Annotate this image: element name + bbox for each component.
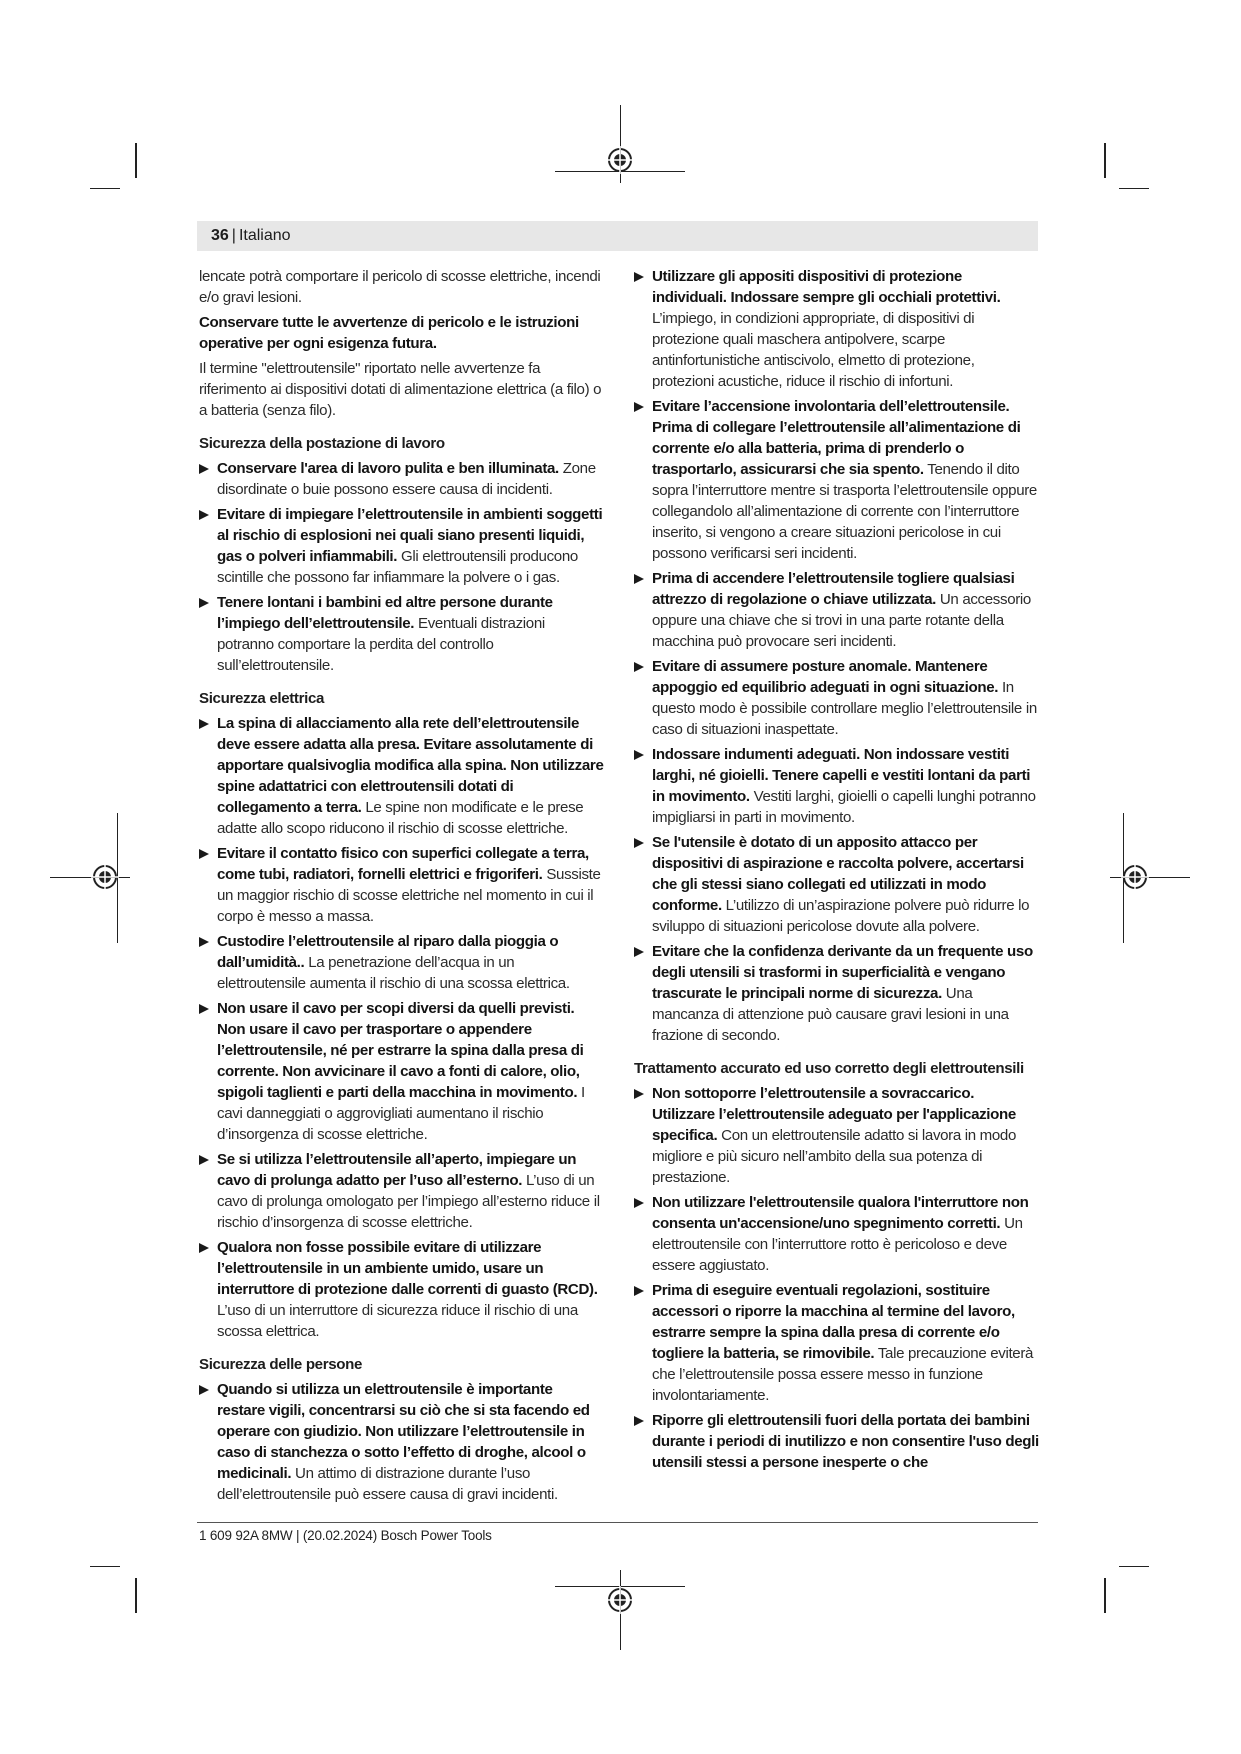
item-text: La penetrazione dell’acqua in un elettroutensile aumenta il rischio di una scossa elettrica. (217, 954, 570, 992)
item-bold: Riporre gli elettroutensili fuori della portata dei bambini durante i periodi di inutilizzo e non consentire l'uso degli utensili stessi a persone inesperte o che (652, 1412, 1039, 1471)
list-item (634, 832, 1039, 937)
crop-mark (135, 1578, 137, 1613)
item-text: Tale precauzione eviterà che l’elettroutensile possa essere messo in funzione involontariamente. (652, 1345, 1034, 1404)
item-bold: Evitare che la confidenza derivante da un frequente uso degli utensili si trasformi in superficialità e vengano trascurate le principali norme di sicurezza. (652, 943, 1033, 1002)
bullet-triangle-icon (199, 719, 209, 729)
item-bold: Evitare di impiegare l’elettroutensile in ambienti soggetti al rischio di esplosioni nei quali siano presenti liquidi, gas o polveri infiammabili. (217, 506, 603, 565)
page-number: 36 (211, 227, 229, 244)
registration-mark-icon (606, 146, 634, 174)
bullet-triangle-icon (634, 1089, 644, 1099)
list-item (199, 713, 604, 839)
section-title-handling: Trattamento accurato ed uso corretto degli elettroutensili (634, 1060, 1024, 1077)
item-text: Le spine non modificate e le prese adatte allo scopo riducono il rischio di scosse elettriche. (217, 799, 584, 837)
registration-mark-icon (606, 1586, 634, 1614)
list-item (634, 1192, 1039, 1276)
right-column (634, 266, 1039, 1477)
list-item (634, 1410, 1039, 1473)
item-text: L’impiego, in condizioni appropriate, di dispositivi di protezione quali maschera antipolvere, scarpe antinfortunistiche antiscivolo, elmetto di protezione, protezioni acustiche, riduce il rischio di infortuni. (652, 310, 975, 390)
footer-divider (197, 1522, 1038, 1523)
item-text: Una mancanza di attenzione può causare gravi lesioni in una frazione di secondo. (652, 985, 1009, 1044)
section-title-persons: Sicurezza delle persone (199, 1356, 363, 1373)
item-text: L’uso di un cavo di prolunga omologato per l’impiego all’esterno riduce il rischio d’insorgenza di scosse elettriche. (217, 1172, 600, 1231)
bullet-triangle-icon (199, 1155, 209, 1165)
section-title-workplace: Sicurezza della postazione di lavoro (199, 435, 445, 452)
keep-warning: Conservare tutte le avvertenze di pericolo e le istruzioni operative per ogni esigenza futura. (199, 314, 579, 352)
bullet-triangle-icon (634, 574, 644, 584)
item-bold: Conservare l'area di lavoro pulita e ben illuminata. (217, 460, 559, 477)
item-text: Sussiste un maggior rischio di scosse elettriche nel momento in cui il corpo è messo a massa. (217, 866, 601, 925)
page-header (197, 221, 1038, 251)
registration-mark-icon (91, 863, 119, 891)
bullet-triangle-icon (199, 510, 209, 520)
item-bold: Evitare il contatto fisico con superfici collegate a terra, come tubi, radiatori, fornelli elettrici e frigoriferi. (217, 845, 589, 883)
header-language: Italiano (238, 227, 291, 244)
bullet-triangle-icon (634, 750, 644, 760)
item-bold: Se si utilizza l’elettroutensile all’aperto, impiegare un cavo di prolunga adatto per l’uso all’esterno. (217, 1151, 577, 1189)
list-item (199, 843, 604, 927)
list-item (199, 458, 604, 500)
bullet-triangle-icon (199, 1243, 209, 1253)
bullet-triangle-icon (634, 1286, 644, 1296)
item-text: Un elettroutensile con l’interruttore rotto è pericoloso e deve essere aggiustato. (652, 1215, 1023, 1274)
bullet-triangle-icon (199, 464, 209, 474)
list-item (199, 592, 604, 676)
item-bold: Prima di accendere l’elettroutensile togliere qualsiasi attrezzo di regolazione o chiave utilizzata. (652, 570, 1015, 608)
item-text: Tenendo il dito sopra l’interruttore mentre si trasporta l’elettroutensile oppure collegandolo all’alimentazione di corrente con l’interruttore inserito, si vengono a creare situazioni pericolose in cui possono verificarsi seri incidenti. (652, 461, 1037, 562)
bullet-triangle-icon (634, 402, 644, 412)
bullet-triangle-icon (199, 1385, 209, 1395)
intro-text: lencate potrà comportare il pericolo di scosse elettriche, incendi e/o gravi lesioni. (199, 268, 601, 306)
item-bold: Quando si utilizza un elettroutensile è importante restare vigili, concentrarsi su ciò che si sta facendo ed operare con giudizio. Non utilizzare l’elettroutensile in caso di stanchezza o sotto l’effetto di droghe, alcool o medicinali. (217, 1381, 590, 1482)
bullet-triangle-icon (634, 1198, 644, 1208)
list-item (634, 941, 1039, 1046)
item-text: Zone disordinate o buie possono essere causa di incidenti. (217, 460, 596, 498)
list-item (634, 568, 1039, 652)
list-item (634, 266, 1039, 392)
registration-mark-icon (1121, 863, 1149, 891)
list-item (199, 504, 604, 588)
list-item (199, 1149, 604, 1233)
crop-mark (1104, 143, 1106, 178)
item-bold: Non usare il cavo per scopi diversi da quelli previsti. Non usare il cavo per trasportare o appendere l’elettroutensile, né per estrarre la spina dalla presa di corrente. Non avvicinare il cavo a fonti di calore, olio, spigoli taglienti e parti della macchina in movimento. (217, 1000, 584, 1101)
item-bold: Evitare l’accensione involontaria dell’elettroutensile. Prima di collegare l’elettroutensile all’alimentazione di corrente e/o alla batteria, prima di prenderlo o trasportarlo, assicurarsi che sia spento. (652, 398, 1021, 478)
bullet-triangle-icon (199, 1004, 209, 1014)
bullet-triangle-icon (199, 849, 209, 859)
item-text: Eventuali distrazioni potranno comportare la perdita del controllo sull’elettroutensile. (217, 615, 545, 674)
list-item (634, 744, 1039, 828)
bullet-triangle-icon (199, 937, 209, 947)
crop-mark (135, 143, 137, 178)
list-item (634, 396, 1039, 564)
list-item (634, 656, 1039, 740)
header-separator: | (231, 227, 236, 244)
list-item (199, 998, 604, 1145)
bullet-triangle-icon (634, 662, 644, 672)
page-footer: 1 609 92A 8MW | (20.02.2024) Bosch Power Tools (199, 1528, 492, 1543)
item-text: L’uso di un interruttore di sicurezza riduce il rischio di una scossa elettrica. (217, 1302, 578, 1340)
crop-mark (90, 1566, 120, 1567)
item-bold: Qualora non fosse possibile evitare di utilizzare l’elettroutensile in un ambiente umido, usare un interruttore di protezione dalle correnti di guasto (RCD). (217, 1239, 598, 1298)
list-item (199, 1379, 604, 1505)
bullet-triangle-icon (199, 598, 209, 608)
list-item (199, 931, 604, 994)
crop-mark (1119, 1566, 1149, 1567)
list-item (634, 1280, 1039, 1406)
item-text: I cavi danneggiati o aggrovigliati aumentano il rischio d’insorgenza di scosse elettriche. (217, 1084, 585, 1143)
item-bold: Custodire l’elettroutensile al riparo dalla pioggia o dall’umidità.. (217, 933, 559, 971)
item-text: Gli elettroutensili producono scintille che possono far infiammare la polvere o i gas. (217, 548, 578, 586)
crop-mark (90, 188, 120, 189)
item-bold: Indossare indumenti adeguati. Non indossare vestiti larghi, né gioielli. Tenere capelli e vestiti lontani da parti in movimento. (652, 746, 1031, 805)
item-bold: La spina di allacciamento alla rete dell’elettroutensile deve essere adatta alla presa. Evitare assolutamente di apportare qualsivoglia modifica alla spina. Non utilizzare spine adattatrici con elettroutensili dotati di collegamento a terra. (217, 715, 604, 816)
item-bold: Se l'utensile è dotato di un apposito attacco per dispositivi di aspirazione e raccolta polvere, accertarsi che gli stessi siano collegati ed utilizzati in modo conforme. (652, 834, 1024, 914)
list-item (199, 1237, 604, 1342)
item-text: Vestiti larghi, gioielli o capelli lunghi potranno impigliarsi in parti in movimento. (652, 788, 1036, 826)
bullet-triangle-icon (634, 947, 644, 957)
item-bold: Evitare di assumere posture anomale. Mantenere appoggio ed equilibrio adeguati in ogni situazione. (652, 658, 999, 696)
bullet-triangle-icon (634, 272, 644, 282)
term-definition: Il termine "elettroutensile" riportato nelle avvertenze fa riferimento ai dispositivi dotati di alimentazione elettrica (a filo) o a batteria (senza filo). (199, 360, 602, 419)
item-bold: Non utilizzare l'elettroutensile qualora l'interruttore non consenta un'accensione/uno spegnimento corretti. (652, 1194, 1029, 1232)
item-bold: Non sottoporre l’elettroutensile a sovraccarico. Utilizzare l’elettroutensile adeguato per l'applicazione specifica. (652, 1085, 1016, 1144)
bullet-triangle-icon (634, 838, 644, 848)
item-text: Un attimo di distrazione durante l’uso dell’elettroutensile può essere causa di gravi incidenti. (217, 1465, 558, 1503)
bullet-triangle-icon (634, 1416, 644, 1426)
left-column (199, 266, 604, 1509)
list-item (634, 1083, 1039, 1188)
crop-mark (1119, 188, 1149, 189)
item-bold: Tenere lontani i bambini ed altre persone durante l’impiego dell’elettroutensile. (217, 594, 553, 632)
item-text: Un accessorio oppure una chiave che si trovi in una parte rotante della macchina può provocare seri incidenti. (652, 591, 1031, 650)
item-bold: Utilizzare gli appositi dispositivi di protezione individuali. Indossare sempre gli occhiali protettivi. (652, 268, 1001, 306)
crop-mark (1104, 1578, 1106, 1613)
item-text: L’utilizzo di un’aspirazione polvere può ridurre lo sviluppo di situazioni pericolose dovute alla polvere. (652, 897, 1030, 935)
section-title-electrical: Sicurezza elettrica (199, 690, 325, 707)
item-text: Con un elettroutensile adatto si lavora in modo migliore e più sicuro nell’ambito della sua potenza di prestazione. (652, 1127, 1016, 1186)
item-bold: Prima di eseguire eventuali regolazioni, sostituire accessori o riporre la macchina al termine del lavoro, estrarre sempre la spina dalla presa di corrente e/o togliere la batteria, se rimovibile. (652, 1282, 1015, 1362)
item-text: In questo modo è possibile controllare meglio l’elettroutensile in caso di situazioni inaspettate. (652, 679, 1037, 738)
